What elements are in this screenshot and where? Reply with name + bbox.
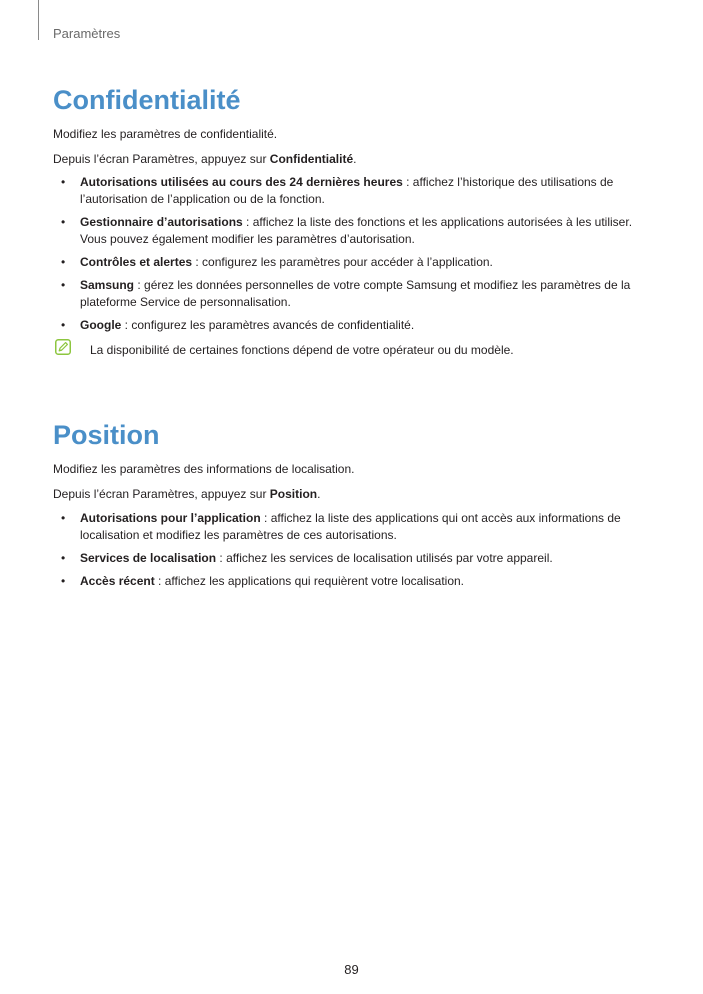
list-item	[53, 174, 653, 208]
bullet-text: : gérez les données personnelles de votre compte Samsung et modifiez les paramètres de la plateforme Service de personnalisation.	[80, 278, 631, 309]
location-section	[53, 419, 653, 596]
location-path-prefix: Depuis l’écran Paramètres, appuyez sur	[53, 487, 270, 501]
location-path-suffix: .	[317, 487, 321, 501]
bullet-term: Samsung	[80, 278, 135, 292]
bullet-dot: •	[61, 175, 66, 189]
bullet-term: Autorisations pour l’application	[80, 511, 261, 525]
list-item	[53, 317, 653, 334]
bullet-term: Google	[80, 318, 122, 332]
bullet-text: : affichez les applications qui requièrent votre localisation.	[154, 574, 465, 588]
running-header: Paramètres	[53, 26, 121, 41]
bullet-dot: •	[61, 318, 66, 332]
bullet-text: : affichez la liste des applications qui ont accès aux informations de localisation et modifiez les paramètres de ces autorisations.	[80, 511, 621, 542]
location-title: Position	[53, 420, 160, 450]
bullet-text: : affichez l’historique des utilisations de l’autorisation de l’application ou de la fonction.	[80, 175, 614, 206]
bullet-dot: •	[61, 511, 66, 525]
privacy-path	[53, 151, 653, 167]
bullet-term: Contrôles et alertes	[80, 255, 193, 269]
list-item	[53, 277, 653, 311]
bullet-text: : configurez les paramètres avancés de confidentialité.	[121, 318, 415, 332]
header-divider	[38, 0, 39, 40]
location-path-target: Position	[269, 487, 318, 501]
list-item	[53, 510, 653, 544]
bullet-text: : affichez les services de localisation utilisés par votre appareil.	[216, 551, 553, 565]
bullet-term: Gestionnaire d’autorisations	[80, 215, 243, 229]
bullet-text: : configurez les paramètres pour accéder à l’application.	[192, 255, 493, 269]
note-icon	[55, 339, 71, 355]
bullet-dot: •	[61, 574, 66, 588]
privacy-path-suffix: .	[353, 152, 357, 166]
privacy-path-prefix: Depuis l’écran Paramètres, appuyez sur	[53, 152, 270, 166]
bullet-term: Autorisations utilisées au cours des 24 dernières heures	[80, 175, 403, 189]
list-item	[53, 254, 653, 271]
availability-note	[53, 342, 653, 358]
list-item	[53, 214, 653, 248]
list-item	[53, 550, 653, 567]
privacy-title: Confidentialité	[53, 85, 241, 115]
note-text: La disponibilité de certaines fonctions dépend de votre opérateur ou du modèle.	[90, 343, 514, 357]
location-bullet-list	[53, 510, 653, 590]
bullet-term: Services de localisation	[80, 551, 217, 565]
privacy-path-target: Confidentialité	[269, 152, 354, 166]
bullet-dot: •	[61, 551, 66, 565]
list-item	[53, 573, 653, 590]
bullet-dot: •	[61, 215, 66, 229]
bullet-dot: •	[61, 255, 66, 269]
privacy-intro: Modifiez les paramètres de confidentialité.	[53, 127, 278, 141]
bullet-text: : affichez la liste des fonctions et les applications autorisées à les utiliser. Vous pouvez également modifier les paramètres d’autorisation.	[80, 215, 633, 246]
privacy-bullet-list	[53, 174, 653, 334]
location-intro: Modifiez les paramètres des informations de localisation.	[53, 462, 355, 476]
location-path	[53, 486, 653, 502]
page-number: 89	[344, 962, 359, 977]
bullet-dot: •	[61, 278, 66, 292]
bullet-term: Accès récent	[80, 574, 155, 588]
privacy-section	[53, 84, 653, 358]
